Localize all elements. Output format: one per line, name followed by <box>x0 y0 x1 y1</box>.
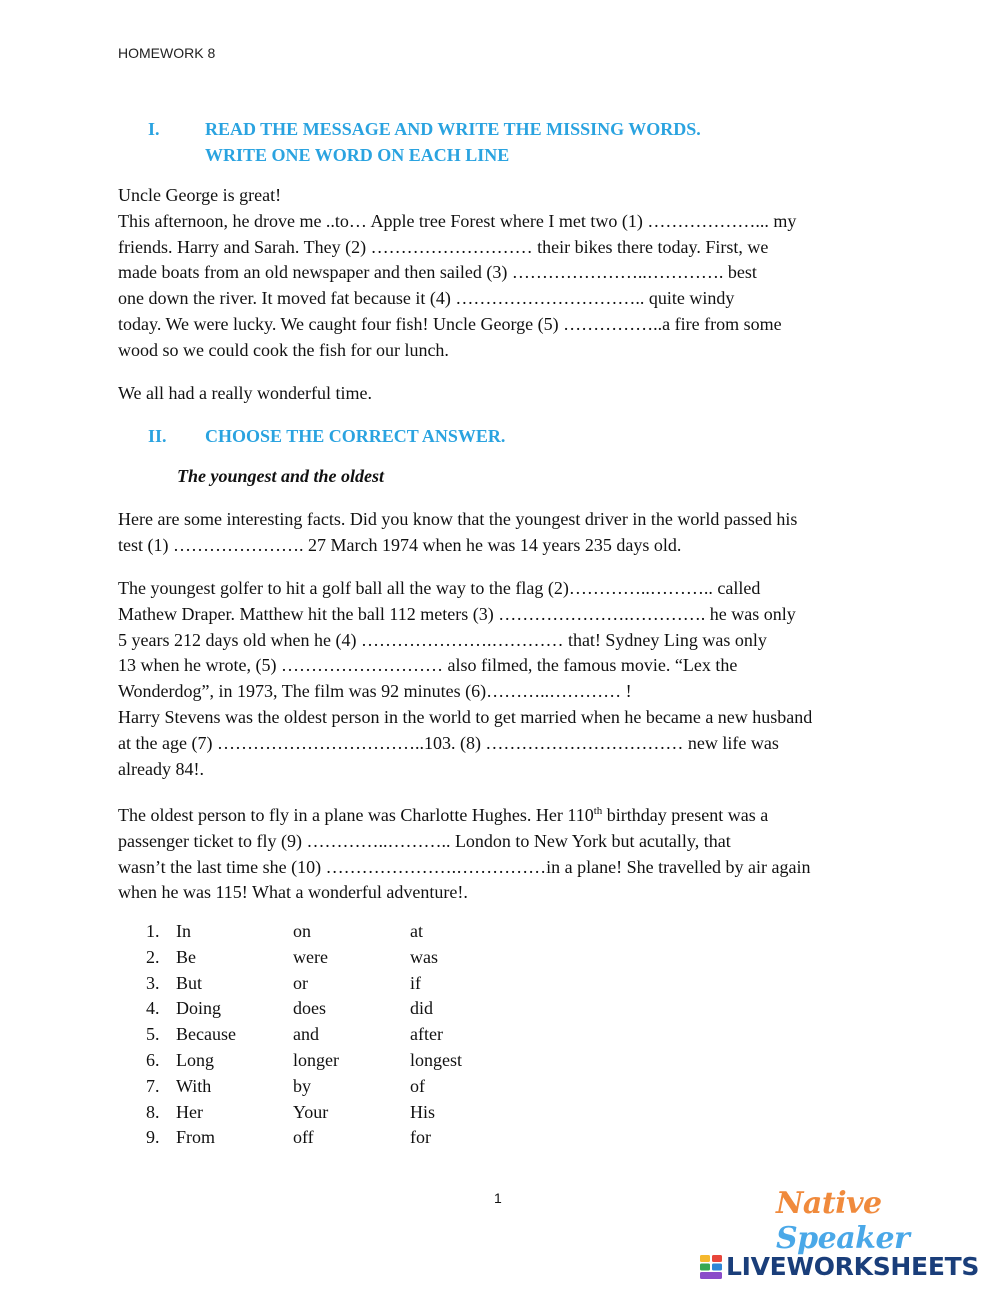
option-a: With <box>176 1075 212 1096</box>
message-line: This afternoon, he drove me ..to… Apple tree Forest where I met two (1) ………………... my <box>118 210 797 231</box>
paragraph-line <box>118 799 878 829</box>
option-number: 5. <box>146 1024 160 1045</box>
liveworksheets-logo[interactable] <box>700 1252 979 1281</box>
option-b: off <box>293 1127 314 1148</box>
section-1-title-line1: READ THE MESSAGE AND WRITE THE MISSING WORDS. <box>205 119 701 139</box>
answer-options-list <box>146 919 510 1151</box>
paragraph-line: passenger ticket to fly (9) …………..……….. London to New York but acutally, that <box>118 830 731 851</box>
option-number: 4. <box>146 998 160 1019</box>
option-a: But <box>176 972 203 993</box>
message-line: one down the river. It moved fat because it (4) ………………………….. quite windy <box>118 288 735 309</box>
section-1-heading <box>148 116 701 168</box>
message-line: wood so we could cook the fish for our lunch. <box>118 339 449 360</box>
option-a: Be <box>176 946 196 967</box>
option-row <box>146 1125 510 1151</box>
section-2-number: II. <box>148 426 167 446</box>
option-b: were <box>293 946 328 967</box>
message-line: friends. Harry and Sarah. They (2) ……………………… their bikes there today. First, we <box>118 236 769 257</box>
option-row <box>146 1100 510 1126</box>
option-a: Because <box>176 1024 236 1045</box>
option-a: In <box>176 921 191 941</box>
section-2-heading <box>148 423 505 449</box>
paragraph-3 <box>118 799 878 906</box>
page-header: HOMEWORK 8 <box>118 45 216 61</box>
option-number: 3. <box>146 972 160 993</box>
option-a: Her <box>176 1101 203 1122</box>
paragraph-line: wasn’t the last time she (10) ………………….……………in a plane! She travelled by air again <box>118 856 811 877</box>
option-c: after <box>410 1024 443 1045</box>
option-a: Doing <box>176 998 221 1019</box>
option-row <box>146 919 510 945</box>
native-speaker-logo-part2: Speaker <box>776 1221 910 1256</box>
option-row <box>146 971 510 997</box>
paragraph-line: 5 years 212 days old when he (4) ………………….………… that! Sydney Ling was only <box>118 629 767 650</box>
section-1-message <box>118 183 878 364</box>
option-b: does <box>293 998 326 1019</box>
option-number: 8. <box>146 1101 160 1122</box>
option-b: Your <box>293 1101 329 1122</box>
message-line: made boats from an old newspaper and then sailed (3) …………………..…………. best <box>118 262 757 283</box>
option-a: From <box>176 1127 216 1148</box>
option-c: did <box>410 998 434 1019</box>
option-b: on <box>293 921 311 941</box>
section-2-subtitle: The youngest and the oldest <box>177 466 385 486</box>
liveworksheets-wordmark: LIVEWORKSHEETS <box>726 1252 980 1281</box>
option-row <box>146 1022 510 1048</box>
option-number: 1. <box>146 921 160 941</box>
section-1-number: I. <box>148 119 160 139</box>
section-1-title-line2: WRITE ONE WORD ON EACH LINE <box>205 145 510 165</box>
option-b: or <box>293 972 308 993</box>
paragraph-line: already 84!. <box>118 758 204 779</box>
option-number: 6. <box>146 1049 160 1070</box>
option-row <box>146 1048 510 1074</box>
p3-line1-rest: birthday present was a <box>602 805 769 825</box>
option-row <box>146 945 510 971</box>
page-number: 1 <box>494 1190 502 1206</box>
native-speaker-logo-part1: Native <box>776 1186 882 1221</box>
option-number: 9. <box>146 1127 160 1148</box>
option-c: His <box>410 1101 436 1122</box>
option-b: longer <box>293 1049 339 1070</box>
paragraph-line: when he was 115! What a wonderful adventure!. <box>118 882 468 903</box>
superscript-th: th <box>593 805 603 817</box>
paragraph-line: Harry Stevens was the oldest person in the world to get married when he became a new husband <box>118 706 813 727</box>
paragraph-line: Wonderdog”, in 1973, The film was 92 minutes (6)………..………… ! <box>118 681 632 702</box>
option-a: Long <box>176 1049 214 1070</box>
option-b: by <box>293 1075 311 1096</box>
option-c: of <box>410 1075 425 1096</box>
paragraph-line: test (1) …………………. 27 March 1974 when he was 14 years 235 days old. <box>118 534 682 555</box>
option-b: and <box>293 1024 319 1045</box>
section-1-closing: We all had a really wonderful time. <box>118 383 372 403</box>
paragraph-line: at the age (7) ……………………………..103. (8) …………………………… new life was <box>118 732 779 753</box>
liveworksheets-icon <box>700 1255 722 1279</box>
option-c: if <box>410 972 421 993</box>
option-c: for <box>410 1127 431 1148</box>
native-speaker-logo <box>776 1186 1000 1256</box>
paragraph-2 <box>118 576 878 782</box>
option-row <box>146 1074 510 1100</box>
option-row <box>146 996 510 1022</box>
option-c: was <box>410 946 438 967</box>
paragraph-line: Here are some interesting facts. Did you know that the youngest driver in the world passed his <box>118 509 798 529</box>
paragraph-line: 13 when he wrote, (5) ……………………… also filmed, the famous movie. “Lex the <box>118 655 738 676</box>
option-number: 7. <box>146 1075 160 1096</box>
paragraph-line: Mathew Draper. Matthew hit the ball 112 meters (3) ………………….…………. he was only <box>118 603 796 624</box>
message-line: today. We were lucky. We caught four fish! Uncle George (5) ……………..a fire from some <box>118 313 782 334</box>
option-number: 2. <box>146 946 160 967</box>
paragraph-line: The youngest golfer to hit a golf ball all the way to the flag (2)…………..……….. called <box>118 578 761 598</box>
section-2-title: CHOOSE THE CORRECT ANSWER. <box>205 426 506 446</box>
option-c: longest <box>410 1049 462 1070</box>
p3-line1-text: The oldest person to fly in a plane was Charlotte Hughes. Her 110 <box>118 805 594 825</box>
option-c: at <box>410 921 423 941</box>
paragraph-1 <box>118 507 878 559</box>
message-line: Uncle George is great! <box>118 185 282 205</box>
